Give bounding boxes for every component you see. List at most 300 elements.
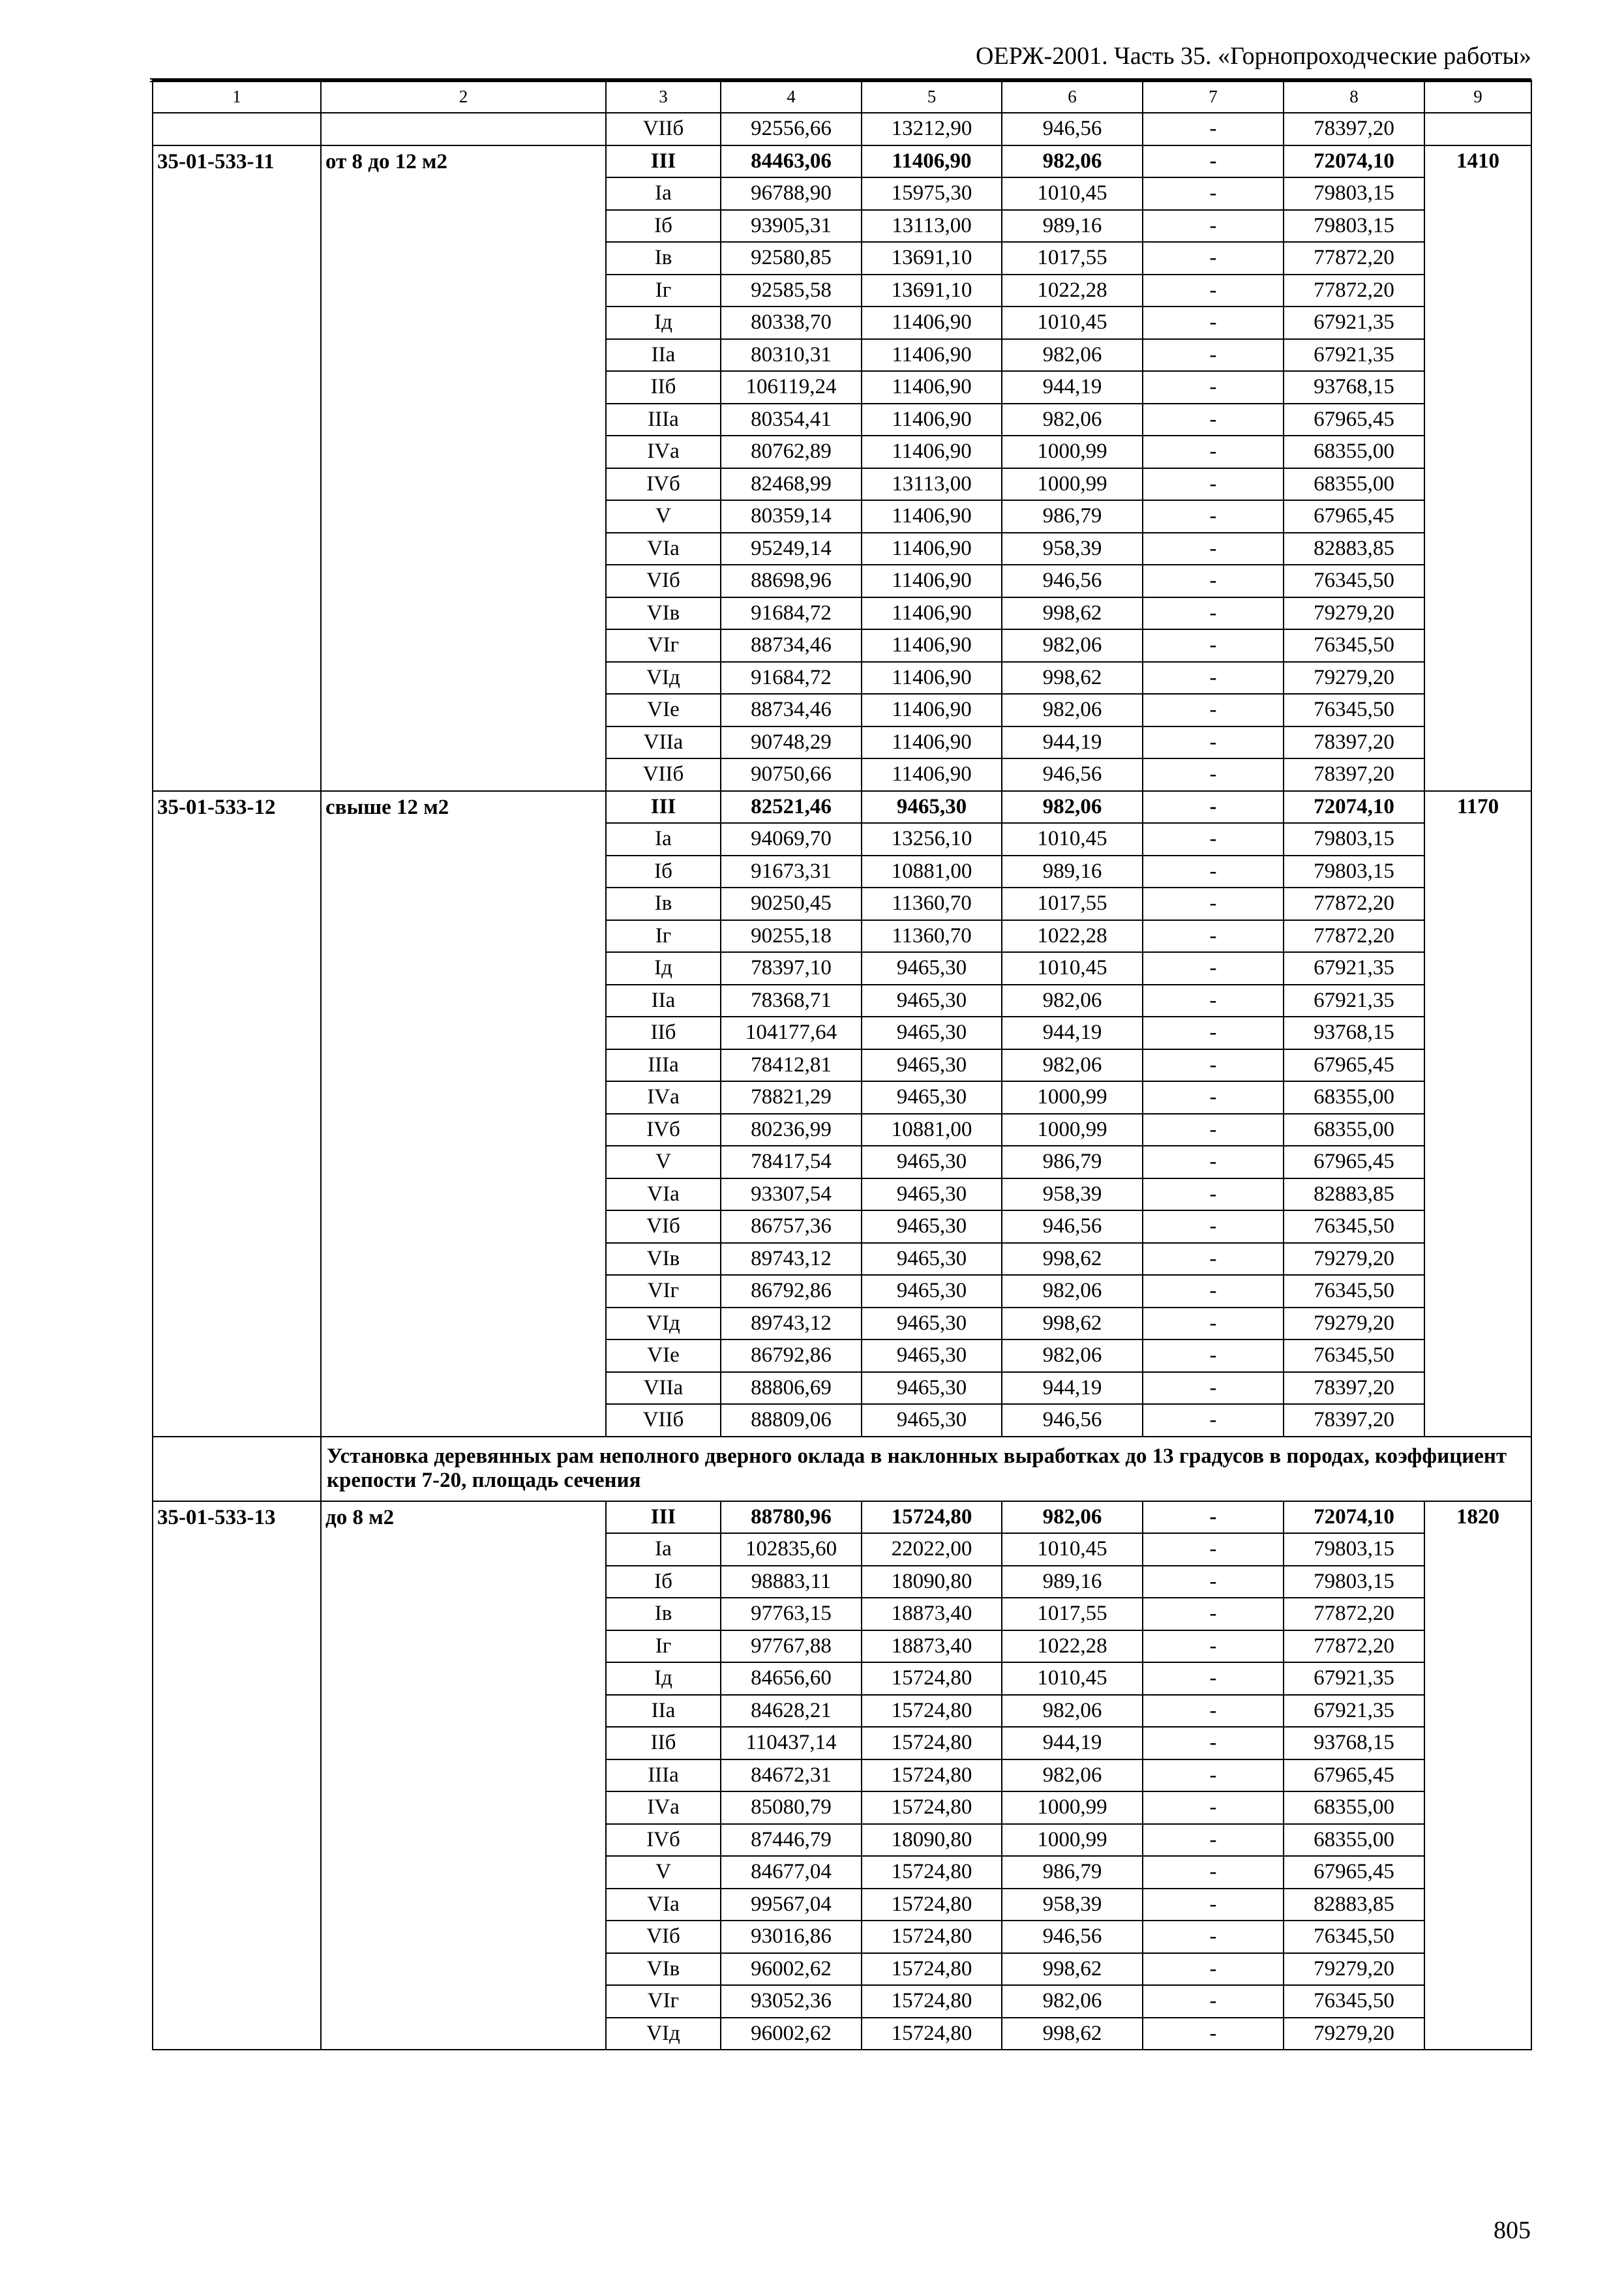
labor-cell xyxy=(1424,758,1531,791)
total-cost-cell: 92556,66 xyxy=(721,113,862,145)
material-cost-cell: 67921,35 xyxy=(1284,1695,1424,1728)
labor-cell xyxy=(1424,468,1531,501)
table-row xyxy=(153,791,1531,824)
material-cost-cell: 93768,15 xyxy=(1284,371,1424,404)
code-cell xyxy=(153,436,321,468)
labor-cell xyxy=(1424,404,1531,436)
total-cost-cell: 78368,71 xyxy=(721,985,862,1017)
table-row xyxy=(153,145,1531,178)
labor-cell xyxy=(1424,1759,1531,1792)
including-wages-cell: - xyxy=(1143,533,1284,565)
total-cost-cell: 96002,62 xyxy=(721,2018,862,2050)
total-cost-cell: 78821,29 xyxy=(721,1081,862,1114)
material-cost-cell: 72074,10 xyxy=(1284,145,1424,178)
total-cost-cell: 88780,96 xyxy=(721,1501,862,1534)
material-cost-cell: 72074,10 xyxy=(1284,791,1424,824)
name-cell xyxy=(321,404,606,436)
material-cost-cell: 78397,20 xyxy=(1284,726,1424,759)
code-cell xyxy=(153,1630,321,1663)
table-row xyxy=(153,1759,1531,1792)
including-wages-cell: - xyxy=(1143,1953,1284,1986)
material-cost-cell: 79279,20 xyxy=(1284,1243,1424,1276)
name-cell xyxy=(321,1339,606,1372)
table-row xyxy=(153,823,1531,856)
name-cell xyxy=(321,177,606,210)
rock-category-cell: IIа xyxy=(606,339,721,372)
wages-cell: 9465,30 xyxy=(862,985,1002,1017)
table-row xyxy=(153,1178,1531,1211)
page-header-title: ОЕРЖ-2001. Часть 35. «Горнопроходческие работы» xyxy=(976,42,1531,70)
rock-category-cell: IIб xyxy=(606,1727,721,1759)
including-wages-cell: - xyxy=(1143,1210,1284,1243)
machine-cost-cell: 982,06 xyxy=(1002,339,1143,372)
material-cost-cell: 77872,20 xyxy=(1284,1630,1424,1663)
machine-cost-cell: 1022,28 xyxy=(1002,275,1143,307)
material-cost-cell: 68355,00 xyxy=(1284,436,1424,468)
labor-cell xyxy=(1424,1953,1531,1986)
wages-cell: 15975,30 xyxy=(862,177,1002,210)
material-cost-cell: 79803,15 xyxy=(1284,210,1424,243)
code-cell xyxy=(153,1889,321,1921)
including-wages-cell: - xyxy=(1143,436,1284,468)
name-cell xyxy=(321,1275,606,1308)
name-cell xyxy=(321,1630,606,1663)
labor-cell xyxy=(1424,565,1531,597)
machine-cost-cell: 1022,28 xyxy=(1002,1630,1143,1663)
labor-cell xyxy=(1424,275,1531,307)
code-cell xyxy=(153,856,321,888)
including-wages-cell: - xyxy=(1143,1243,1284,1276)
total-cost-cell: 102835,60 xyxy=(721,1533,862,1566)
total-cost-cell: 98883,11 xyxy=(721,1566,862,1598)
material-cost-cell: 82883,85 xyxy=(1284,1889,1424,1921)
name-cell xyxy=(321,242,606,275)
table-row xyxy=(153,1049,1531,1082)
rock-category-cell: IIIа xyxy=(606,1759,721,1792)
labor-cell xyxy=(1424,1533,1531,1566)
name-cell xyxy=(321,1695,606,1728)
total-cost-cell: 88734,46 xyxy=(721,694,862,726)
rock-category-cell: III xyxy=(606,145,721,178)
wages-cell: 13256,10 xyxy=(862,823,1002,856)
table-row xyxy=(153,436,1531,468)
labor-cell: 1820 xyxy=(1424,1501,1531,1534)
page-number: 805 xyxy=(1494,2217,1531,2244)
code-cell xyxy=(153,275,321,307)
total-cost-cell: 93307,54 xyxy=(721,1178,862,1211)
total-cost-cell: 84677,04 xyxy=(721,1856,862,1889)
rock-category-cell: Iв xyxy=(606,1598,721,1630)
material-cost-cell: 68355,00 xyxy=(1284,1824,1424,1857)
table-row xyxy=(153,1791,1531,1824)
including-wages-cell: - xyxy=(1143,500,1284,533)
material-cost-cell: 72074,10 xyxy=(1284,1501,1424,1534)
material-cost-cell: 79803,15 xyxy=(1284,856,1424,888)
including-wages-cell: - xyxy=(1143,920,1284,953)
rock-category-cell: IVб xyxy=(606,1824,721,1857)
including-wages-cell: - xyxy=(1143,1533,1284,1566)
table-row xyxy=(153,726,1531,759)
including-wages-cell: - xyxy=(1143,1889,1284,1921)
including-wages-cell: - xyxy=(1143,1146,1284,1178)
rock-category-cell: Iг xyxy=(606,1630,721,1663)
material-cost-cell: 76345,50 xyxy=(1284,1275,1424,1308)
table-row xyxy=(153,210,1531,243)
rock-category-cell: Iд xyxy=(606,952,721,985)
wages-cell: 9465,30 xyxy=(862,1243,1002,1276)
machine-cost-cell: 982,06 xyxy=(1002,791,1143,824)
column-number: 1 xyxy=(153,80,321,113)
table-row xyxy=(153,1210,1531,1243)
total-cost-cell: 84628,21 xyxy=(721,1695,862,1728)
name-cell xyxy=(321,1662,606,1695)
column-number: 7 xyxy=(1143,80,1284,113)
wages-cell: 18090,80 xyxy=(862,1824,1002,1857)
labor-cell xyxy=(1424,694,1531,726)
including-wages-cell: - xyxy=(1143,791,1284,824)
material-cost-cell: 79279,20 xyxy=(1284,662,1424,695)
machine-cost-cell: 958,39 xyxy=(1002,1178,1143,1211)
code-cell xyxy=(153,533,321,565)
machine-cost-cell: 982,06 xyxy=(1002,1759,1143,1792)
name-cell xyxy=(321,468,606,501)
wages-cell: 15724,80 xyxy=(862,1985,1002,2018)
material-cost-cell: 68355,00 xyxy=(1284,1114,1424,1146)
name-cell xyxy=(321,307,606,339)
table-row xyxy=(153,1953,1531,1986)
code-cell xyxy=(153,371,321,404)
material-cost-cell: 76345,50 xyxy=(1284,565,1424,597)
rock-category-cell: Iв xyxy=(606,242,721,275)
wages-cell: 15724,80 xyxy=(862,1856,1002,1889)
total-cost-cell: 89743,12 xyxy=(721,1243,862,1276)
code-cell xyxy=(153,1178,321,1211)
total-cost-cell: 90255,18 xyxy=(721,920,862,953)
including-wages-cell: - xyxy=(1143,985,1284,1017)
including-wages-cell: - xyxy=(1143,275,1284,307)
code-cell xyxy=(153,1114,321,1146)
wages-cell: 11406,90 xyxy=(862,533,1002,565)
material-cost-cell: 78397,20 xyxy=(1284,758,1424,791)
table-row xyxy=(153,275,1531,307)
material-cost-cell: 67965,45 xyxy=(1284,1049,1424,1082)
name-cell xyxy=(321,1727,606,1759)
code-cell xyxy=(153,1308,321,1340)
including-wages-cell: - xyxy=(1143,662,1284,695)
including-wages-cell: - xyxy=(1143,468,1284,501)
total-cost-cell: 78397,10 xyxy=(721,952,862,985)
labor-cell xyxy=(1424,371,1531,404)
including-wages-cell: - xyxy=(1143,726,1284,759)
table-row xyxy=(153,1889,1531,1921)
machine-cost-cell: 982,06 xyxy=(1002,1049,1143,1082)
material-cost-cell: 82883,85 xyxy=(1284,533,1424,565)
code-cell xyxy=(153,1339,321,1372)
material-cost-cell: 82883,85 xyxy=(1284,1178,1424,1211)
material-cost-cell: 76345,50 xyxy=(1284,1339,1424,1372)
code-cell: 35-01-533-11 xyxy=(153,145,321,178)
code-cell xyxy=(153,1404,321,1437)
table-row xyxy=(153,1372,1531,1405)
code-cell xyxy=(153,210,321,243)
total-cost-cell: 80359,14 xyxy=(721,500,862,533)
total-cost-cell: 88806,69 xyxy=(721,1372,862,1405)
name-cell xyxy=(321,1049,606,1082)
rock-category-cell: IIIа xyxy=(606,404,721,436)
name-cell xyxy=(321,920,606,953)
wages-cell: 9465,30 xyxy=(862,1339,1002,1372)
total-cost-cell: 86792,86 xyxy=(721,1339,862,1372)
rock-category-cell: VIа xyxy=(606,1889,721,1921)
code-cell xyxy=(153,1759,321,1792)
labor-cell xyxy=(1424,1889,1531,1921)
total-cost-cell: 99567,04 xyxy=(721,1889,862,1921)
material-cost-cell: 78397,20 xyxy=(1284,113,1424,145)
table-row xyxy=(153,1081,1531,1114)
name-cell xyxy=(321,1178,606,1211)
table-row xyxy=(153,177,1531,210)
including-wages-cell: - xyxy=(1143,1630,1284,1663)
total-cost-cell: 94069,70 xyxy=(721,823,862,856)
wages-cell: 11406,90 xyxy=(862,597,1002,630)
wages-cell: 11406,90 xyxy=(862,339,1002,372)
section-row xyxy=(153,1437,1531,1501)
wages-cell: 9465,30 xyxy=(862,1017,1002,1049)
name-cell: свыше 12 м2 xyxy=(321,791,606,824)
wages-cell: 18873,40 xyxy=(862,1630,1002,1663)
including-wages-cell: - xyxy=(1143,1372,1284,1405)
labor-cell xyxy=(1424,726,1531,759)
labor-cell xyxy=(1424,339,1531,372)
code-cell xyxy=(153,823,321,856)
machine-cost-cell: 998,62 xyxy=(1002,1243,1143,1276)
machine-cost-cell: 998,62 xyxy=(1002,597,1143,630)
code-cell xyxy=(153,1598,321,1630)
name-cell xyxy=(321,726,606,759)
labor-cell xyxy=(1424,1695,1531,1728)
code-cell xyxy=(153,1146,321,1178)
total-cost-cell: 95249,14 xyxy=(721,533,862,565)
material-cost-cell: 67921,35 xyxy=(1284,985,1424,1017)
including-wages-cell: - xyxy=(1143,597,1284,630)
machine-cost-cell: 944,19 xyxy=(1002,726,1143,759)
rock-category-cell: IIб xyxy=(606,371,721,404)
labor-cell xyxy=(1424,823,1531,856)
machine-cost-cell: 958,39 xyxy=(1002,533,1143,565)
machine-cost-cell: 944,19 xyxy=(1002,371,1143,404)
table-row xyxy=(153,1404,1531,1437)
code-cell xyxy=(153,113,321,145)
rock-category-cell: VIг xyxy=(606,629,721,662)
machine-cost-cell: 1000,99 xyxy=(1002,1791,1143,1824)
machine-cost-cell: 989,16 xyxy=(1002,210,1143,243)
including-wages-cell: - xyxy=(1143,242,1284,275)
total-cost-cell: 80310,31 xyxy=(721,339,862,372)
machine-cost-cell: 944,19 xyxy=(1002,1727,1143,1759)
wages-cell: 18090,80 xyxy=(862,1566,1002,1598)
wages-cell: 9465,30 xyxy=(862,1210,1002,1243)
labor-cell xyxy=(1424,113,1531,145)
machine-cost-cell: 1010,45 xyxy=(1002,177,1143,210)
rock-category-cell: IIа xyxy=(606,985,721,1017)
labor-cell xyxy=(1424,436,1531,468)
material-cost-cell: 79279,20 xyxy=(1284,1953,1424,1986)
machine-cost-cell: 998,62 xyxy=(1002,662,1143,695)
material-cost-cell: 67921,35 xyxy=(1284,307,1424,339)
code-cell xyxy=(153,242,321,275)
name-cell xyxy=(321,1824,606,1857)
total-cost-cell: 110437,14 xyxy=(721,1727,862,1759)
labor-cell xyxy=(1424,1727,1531,1759)
machine-cost-cell: 998,62 xyxy=(1002,1953,1143,1986)
wages-cell: 11360,70 xyxy=(862,920,1002,953)
table-row xyxy=(153,1566,1531,1598)
name-cell xyxy=(321,1566,606,1598)
material-cost-cell: 67921,35 xyxy=(1284,1662,1424,1695)
machine-cost-cell: 982,06 xyxy=(1002,1275,1143,1308)
including-wages-cell: - xyxy=(1143,823,1284,856)
wages-cell: 15724,80 xyxy=(862,1921,1002,1953)
including-wages-cell: - xyxy=(1143,1759,1284,1792)
code-cell xyxy=(153,1824,321,1857)
total-cost-cell: 84672,31 xyxy=(721,1759,862,1792)
rock-category-cell: Iв xyxy=(606,888,721,920)
name-cell xyxy=(321,113,606,145)
material-cost-cell: 76345,50 xyxy=(1284,1985,1424,2018)
table-row xyxy=(153,888,1531,920)
table-row xyxy=(153,1824,1531,1857)
including-wages-cell: - xyxy=(1143,1824,1284,1857)
rock-category-cell: III xyxy=(606,1501,721,1534)
including-wages-cell: - xyxy=(1143,1178,1284,1211)
total-cost-cell: 82468,99 xyxy=(721,468,862,501)
rock-category-cell: VIб xyxy=(606,1210,721,1243)
labor-cell xyxy=(1424,500,1531,533)
machine-cost-cell: 986,79 xyxy=(1002,1856,1143,1889)
material-cost-cell: 77872,20 xyxy=(1284,888,1424,920)
total-cost-cell: 104177,64 xyxy=(721,1017,862,1049)
table-row xyxy=(153,1017,1531,1049)
table-row xyxy=(153,1308,1531,1340)
including-wages-cell: - xyxy=(1143,952,1284,985)
labor-cell xyxy=(1424,985,1531,1017)
machine-cost-cell: 1010,45 xyxy=(1002,307,1143,339)
including-wages-cell: - xyxy=(1143,113,1284,145)
machine-cost-cell: 1010,45 xyxy=(1002,952,1143,985)
wages-cell: 11406,90 xyxy=(862,726,1002,759)
machine-cost-cell: 946,56 xyxy=(1002,1921,1143,1953)
name-cell: до 8 м2 xyxy=(321,1501,606,1534)
code-cell: 35-01-533-12 xyxy=(153,791,321,824)
code-cell xyxy=(153,2018,321,2050)
wages-cell: 11406,90 xyxy=(862,758,1002,791)
labor-cell xyxy=(1424,856,1531,888)
total-cost-cell: 106119,24 xyxy=(721,371,862,404)
total-cost-cell: 86792,86 xyxy=(721,1275,862,1308)
rock-category-cell: VIе xyxy=(606,694,721,726)
name-cell xyxy=(321,694,606,726)
name-cell xyxy=(321,500,606,533)
code-cell xyxy=(153,1662,321,1695)
name-cell xyxy=(321,1017,606,1049)
code-cell xyxy=(153,1695,321,1728)
rock-category-cell: VIг xyxy=(606,1275,721,1308)
material-cost-cell: 68355,00 xyxy=(1284,1791,1424,1824)
name-cell xyxy=(321,758,606,791)
material-cost-cell: 79803,15 xyxy=(1284,1533,1424,1566)
name-cell xyxy=(321,1953,606,1986)
machine-cost-cell: 982,06 xyxy=(1002,629,1143,662)
rock-category-cell: VIб xyxy=(606,1921,721,1953)
labor-cell xyxy=(1424,1275,1531,1308)
material-cost-cell: 77872,20 xyxy=(1284,920,1424,953)
machine-cost-cell: 982,06 xyxy=(1002,404,1143,436)
name-cell xyxy=(321,1210,606,1243)
code-cell xyxy=(153,1017,321,1049)
rock-category-cell: V xyxy=(606,1856,721,1889)
wages-cell: 13113,00 xyxy=(862,468,1002,501)
wages-cell: 11406,90 xyxy=(862,436,1002,468)
code-cell xyxy=(153,1727,321,1759)
machine-cost-cell: 1010,45 xyxy=(1002,823,1143,856)
code-cell xyxy=(153,629,321,662)
wages-cell: 9465,30 xyxy=(862,1178,1002,1211)
wages-cell: 9465,30 xyxy=(862,1372,1002,1405)
machine-cost-cell: 1000,99 xyxy=(1002,436,1143,468)
rock-category-cell: VIIа xyxy=(606,1372,721,1405)
rock-category-cell: IIа xyxy=(606,1695,721,1728)
rock-category-cell: VIIб xyxy=(606,113,721,145)
table-row xyxy=(153,662,1531,695)
price-table xyxy=(152,80,1532,2050)
wages-cell: 15724,80 xyxy=(862,1662,1002,1695)
material-cost-cell: 68355,00 xyxy=(1284,1081,1424,1114)
labor-cell xyxy=(1424,597,1531,630)
labor-cell xyxy=(1424,1049,1531,1082)
table-row xyxy=(153,1501,1531,1534)
material-cost-cell: 79279,20 xyxy=(1284,2018,1424,2050)
rock-category-cell: IVа xyxy=(606,436,721,468)
including-wages-cell: - xyxy=(1143,1566,1284,1598)
name-cell xyxy=(321,629,606,662)
rock-category-cell: III xyxy=(606,791,721,824)
material-cost-cell: 77872,20 xyxy=(1284,242,1424,275)
wages-cell: 13691,10 xyxy=(862,242,1002,275)
material-cost-cell: 67965,45 xyxy=(1284,404,1424,436)
material-cost-cell: 76345,50 xyxy=(1284,1921,1424,1953)
rock-category-cell: VIд xyxy=(606,2018,721,2050)
total-cost-cell: 85080,79 xyxy=(721,1791,862,1824)
wages-cell: 11406,90 xyxy=(862,662,1002,695)
rock-category-cell: Iд xyxy=(606,1662,721,1695)
labor-cell xyxy=(1424,1017,1531,1049)
code-cell xyxy=(153,985,321,1017)
rock-category-cell: VIг xyxy=(606,1985,721,2018)
material-cost-cell: 77872,20 xyxy=(1284,1598,1424,1630)
labor-cell xyxy=(1424,1856,1531,1889)
code-cell xyxy=(153,1953,321,1986)
column-number: 6 xyxy=(1002,80,1143,113)
code-cell xyxy=(153,1372,321,1405)
labor-cell xyxy=(1424,177,1531,210)
total-cost-cell: 88734,46 xyxy=(721,629,862,662)
column-number: 5 xyxy=(862,80,1002,113)
name-cell xyxy=(321,1791,606,1824)
name-cell xyxy=(321,1404,606,1437)
column-number: 3 xyxy=(606,80,721,113)
including-wages-cell: - xyxy=(1143,1985,1284,2018)
wages-cell: 11406,90 xyxy=(862,307,1002,339)
